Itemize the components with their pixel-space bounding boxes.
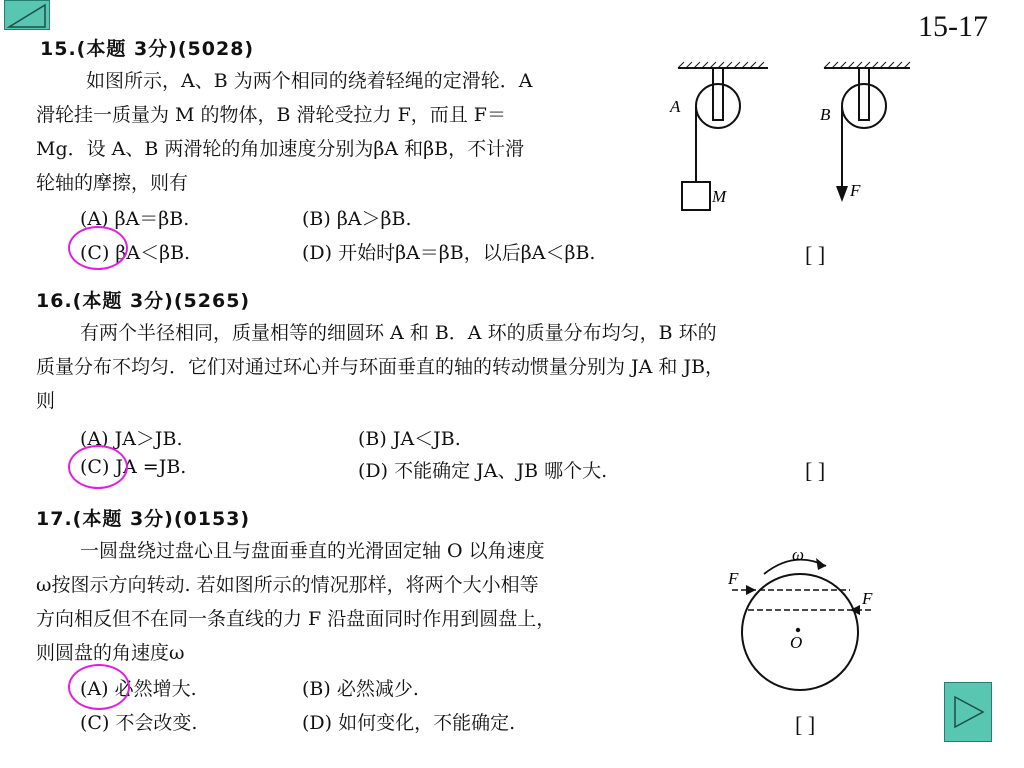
q15-option-a[interactable]: (A) βA＝βB. <box>80 208 190 230</box>
mass-block <box>682 182 710 210</box>
q17-answer-circle <box>68 664 130 710</box>
q17-option-d[interactable]: (D) 如何变化，不能确定. <box>302 712 516 734</box>
slide-number: 15-17 <box>918 10 988 43</box>
next-slide-button[interactable] <box>944 682 992 742</box>
q17-header: 17.(本题 3分)(0153) <box>36 508 251 530</box>
q17-line-4: 则圆盘的角速度ω <box>36 642 185 664</box>
q17-disc-diagram <box>722 544 892 694</box>
q16-line-3: 则 <box>36 390 56 412</box>
pulley-a-label: A <box>670 97 681 116</box>
q15-line-3: Mg．设 A、B 两滑轮的角加速度分别为βA 和βB，不计滑 <box>36 138 525 160</box>
q15-option-c[interactable]: (C) βA＜βB. <box>80 242 191 264</box>
center-dot <box>796 628 800 632</box>
q17-option-a[interactable]: (A) 必然增大. <box>80 678 197 700</box>
q15-answer-circle <box>68 226 128 270</box>
q17-line-3: 方向相反但不在同一条直线的力 F 沿盘面同时作用到圆盘上， <box>36 608 556 630</box>
q16-answer-circle <box>68 445 128 489</box>
back-triangle-icon <box>5 1 49 29</box>
prev-slide-button[interactable] <box>4 0 50 30</box>
q15-option-d[interactable]: (D) 开始时βA＝βB，以后βA＜βB. <box>302 242 596 264</box>
q16-option-a[interactable]: (A) JA＞JB. <box>80 428 183 450</box>
forward-triangle-icon <box>945 683 991 741</box>
q15-line-4: 轮轴的摩擦，则有 <box>36 172 189 194</box>
force-top-label: F <box>728 569 739 588</box>
q16-line-1: 有两个半径相同，质量相等的细圆环 A 和 B．A 环的质量分布均匀，B 环的 <box>80 322 717 344</box>
q17-option-c[interactable]: (C) 不会改变. <box>80 712 198 734</box>
q16-line-2: 质量分布不均匀．它们对通过环心并与环面垂直的轴的转动惯量分别为 JA 和 JB， <box>36 356 725 378</box>
force-arrow-head <box>836 186 848 202</box>
q17-answer-bracket: [ ] <box>795 712 816 737</box>
q16-option-b[interactable]: (B) JA＜JB. <box>358 428 461 450</box>
q15-option-b[interactable]: (B) βA＞βB. <box>302 208 412 230</box>
mass-label: M <box>712 187 727 206</box>
force-bottom-label: F <box>862 589 873 608</box>
q17-option-b[interactable]: (B) 必然减少. <box>302 678 419 700</box>
q16-header: 16.(本题 3分)(5265) <box>36 290 251 312</box>
center-label: O <box>790 633 803 652</box>
pulley-b <box>842 68 886 190</box>
pulley-b-label: B <box>820 105 831 124</box>
q17-line-1: 一圆盘绕过盘心且与盘面垂直的光滑固定轴 O 以角速度 <box>80 540 545 562</box>
q16-option-c[interactable]: (C) JA =JB. <box>80 456 187 478</box>
q17-line-2: ω按图示方向转动. 若如图所示的情况那样，将两个大小相等 <box>36 574 539 596</box>
force-label: F <box>850 181 861 200</box>
q15-answer-bracket: [ ] <box>805 242 826 267</box>
disc <box>742 574 858 690</box>
force-top-arrow-head <box>746 585 756 595</box>
q16-option-d[interactable]: (D) 不能确定 JA、JB 哪个大. <box>358 460 608 482</box>
omega-arrow-head <box>816 558 826 570</box>
q15-line-1: 如图所示，A、B 为两个相同的绕着轻绳的定滑轮．A <box>86 70 533 92</box>
q15-pulley-diagram <box>668 60 918 220</box>
q16-answer-bracket: [ ] <box>805 458 826 483</box>
q15-header: 15.(本题 3分)(5028) <box>40 38 255 60</box>
omega-label: ω <box>792 545 805 564</box>
q15-line-2: 滑轮挂一质量为 M 的物体，B 滑轮受拉力 F，而且 F＝ <box>36 104 506 126</box>
pulley-a <box>696 68 740 182</box>
